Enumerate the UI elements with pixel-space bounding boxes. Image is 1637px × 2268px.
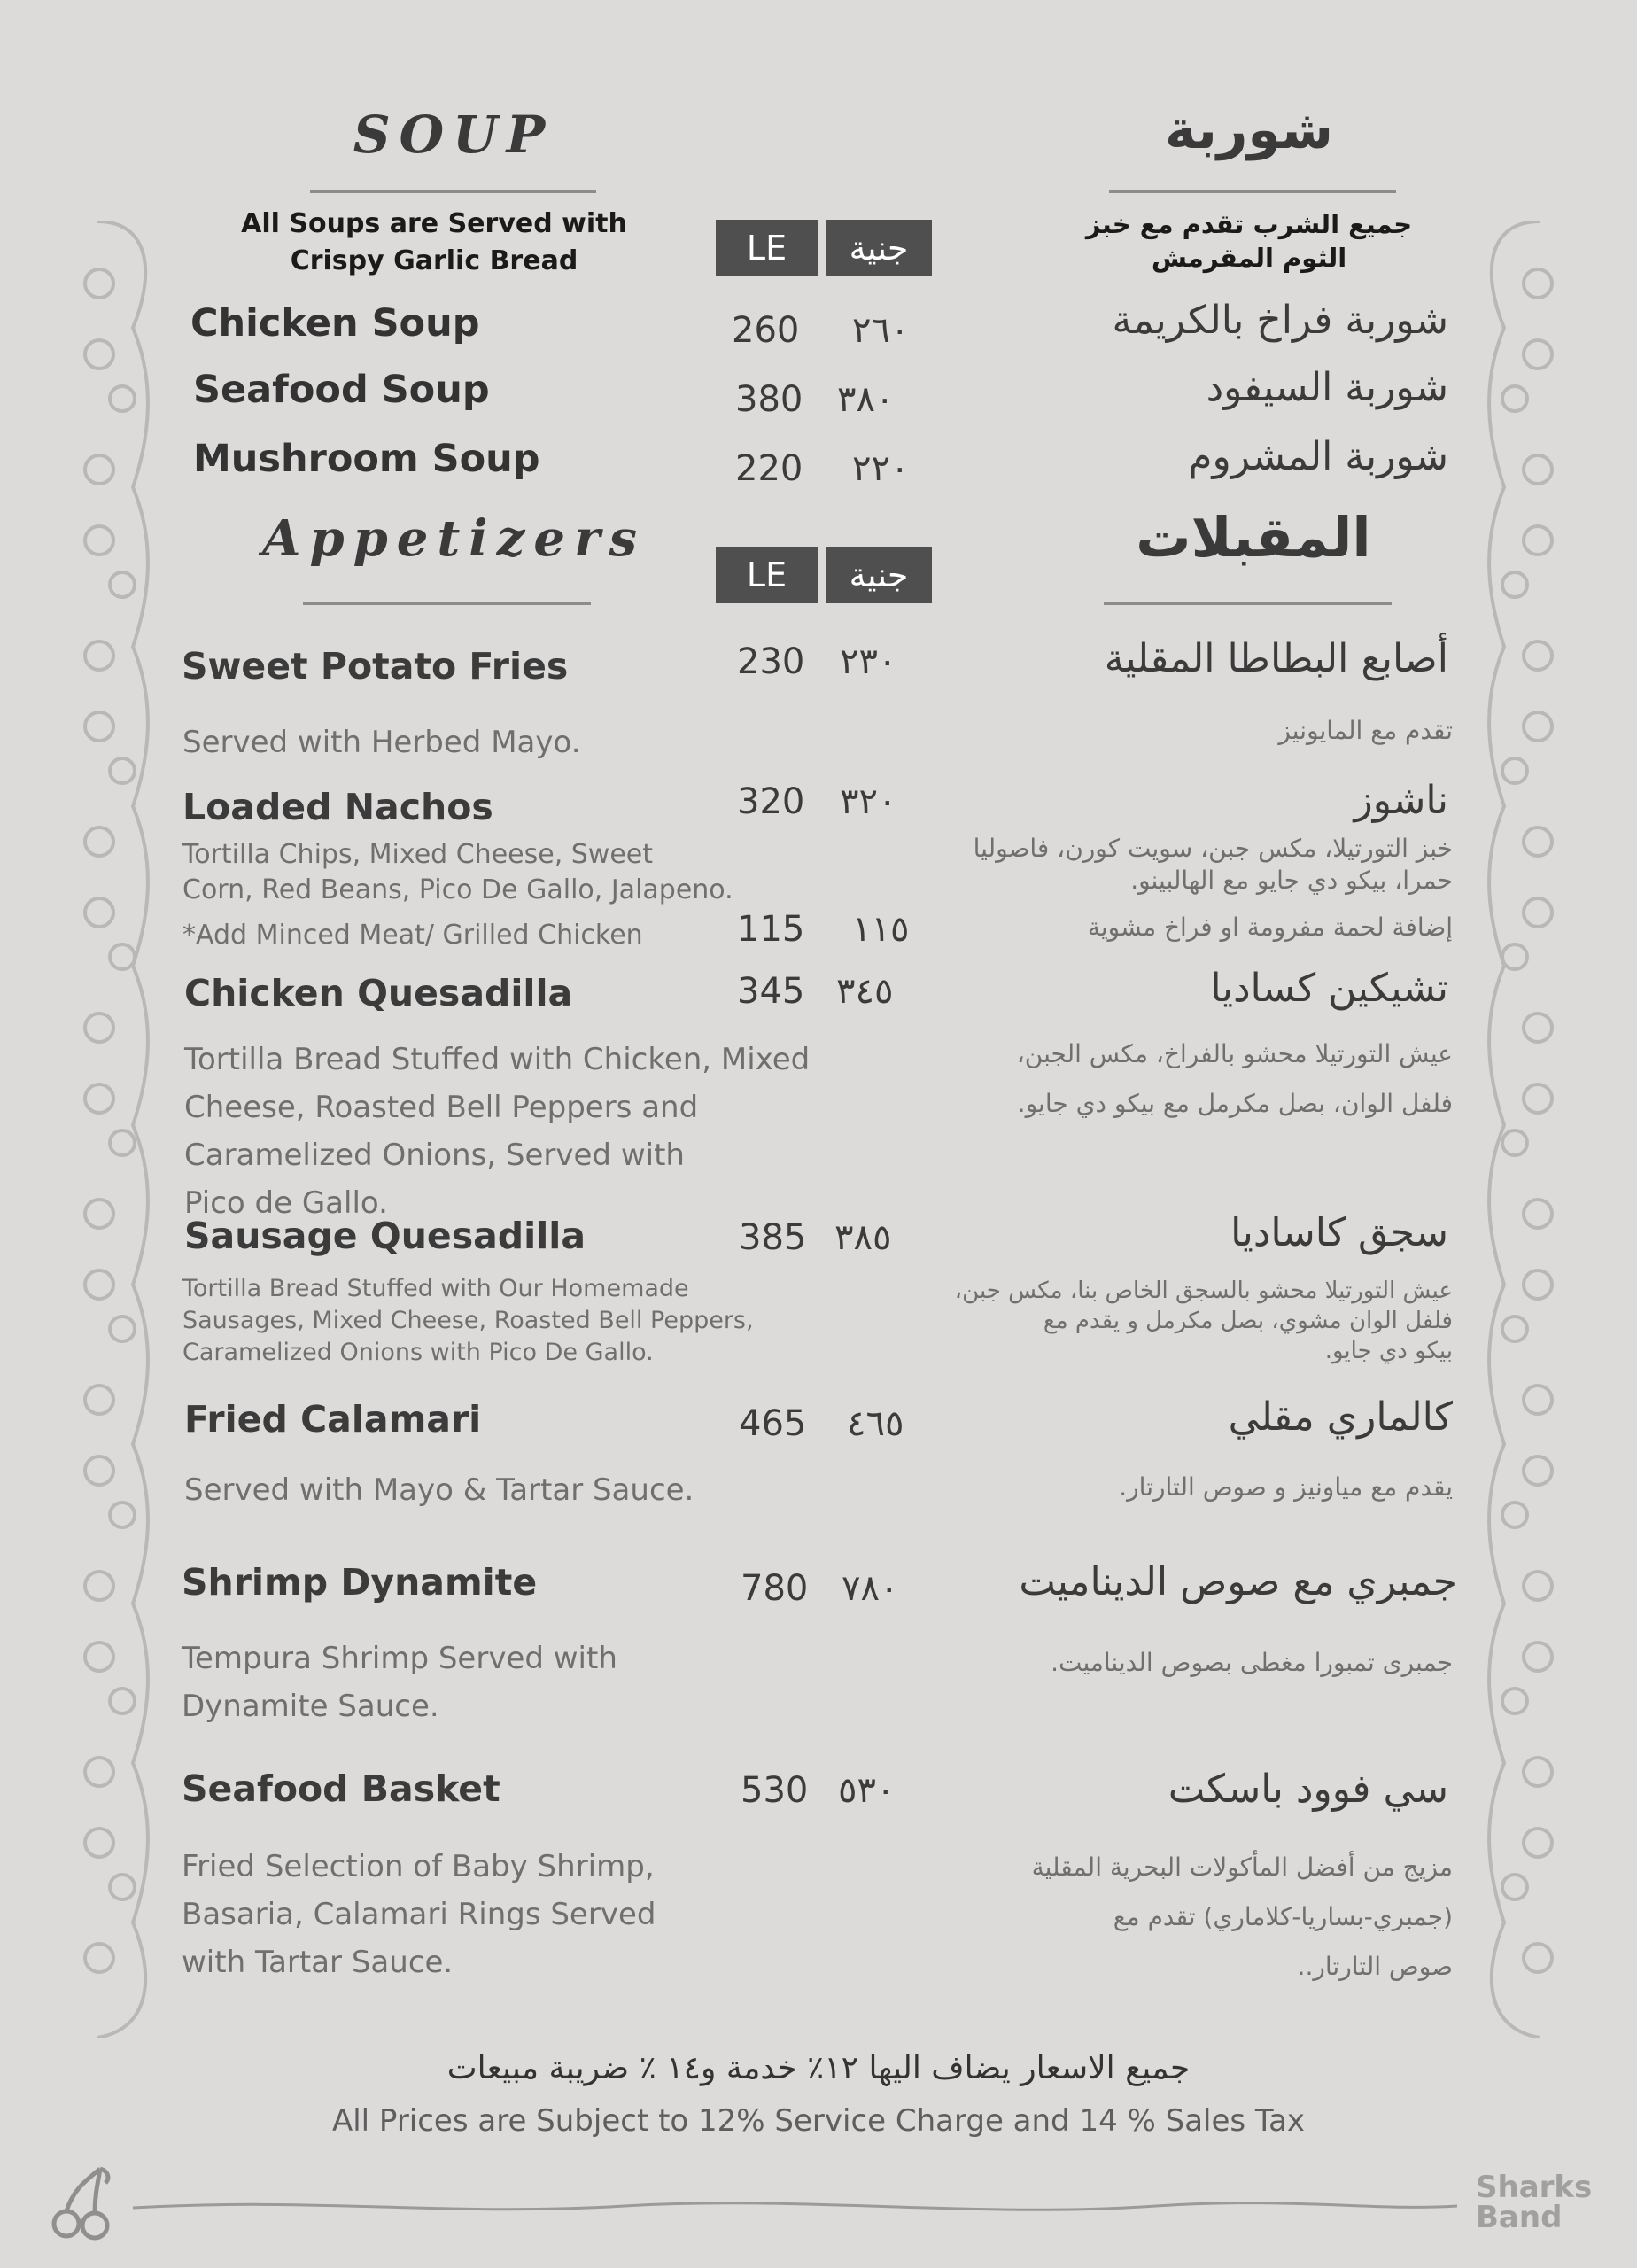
- menu-item-name-ar: سي فوود باسكت: [1168, 1767, 1448, 1812]
- menu-item-name: Chicken Quesadilla: [184, 972, 573, 1014]
- appetizers-heading: Appetizers: [262, 509, 646, 568]
- currency-badge-en: LE: [716, 547, 818, 603]
- menu-item-description-ar: خبز التورتيلا، مكس جبن، سويت كورن، فاصوليا حمرا، بيكو دي جايو مع الهالبينو.: [973, 834, 1453, 895]
- soup-note-ar: جميع الشرب تقدم مع خبز الثوم المقرمش: [1085, 209, 1413, 273]
- soup-heading-rule: [310, 190, 596, 193]
- menu-item-description: Tortilla Bread Stuffed with Our Homemade Sausages, Mixed Cheese, Roasted Bell Peppers, Caramelized Onions with Pico De Gallo.: [182, 1275, 754, 1366]
- menu-item-price-ar: ٧٨٠: [842, 1568, 899, 1609]
- menu-item-price-ar: ٣٤٥: [836, 971, 894, 1012]
- soup-heading-ar: شوربة: [1164, 99, 1334, 161]
- menu-item-price-ar: ٢٣٠: [840, 641, 897, 682]
- appetizers-heading-rule: [303, 602, 591, 605]
- menu-item-addon-ar: إضافة لحمة مفرومة او فراخ مشوية: [1087, 913, 1453, 942]
- menu-item-description-ar: مزيج من أفضل المأكولات البحرية المقلية (جمبري-بساريا-كلاماري) تقدم مع صوص التارتار..: [1031, 1852, 1453, 1981]
- menu-item-description: Fried Selection of Baby Shrimp, Basaria, Calamari Rings Served with Tartar Sauce.: [182, 1849, 656, 1980]
- brand-logo-line2: Band: [1476, 2200, 1563, 2235]
- menu-item-price: 530: [741, 1770, 809, 1811]
- right-border-ornament: [1478, 221, 1566, 2038]
- menu-item-description-ar: جمبرى تمبورا مغطى بصوص الديناميت.: [1051, 1648, 1453, 1677]
- soup-item-name-ar: شوربة السيفود: [1206, 365, 1448, 410]
- menu-item-name: Shrimp Dynamite: [182, 1561, 538, 1604]
- menu-item-description-ar: يقدم مع مياونيز و صوص التارتار.: [1119, 1472, 1453, 1502]
- menu-item-addon-price-ar: ١١٥: [852, 909, 910, 950]
- appetizers-heading-ar-rule: [1104, 602, 1392, 605]
- menu-item-addon-price: 115: [737, 909, 805, 950]
- footer-wave-ornament: [49, 2162, 1466, 2241]
- menu-item-name: Seafood Basket: [182, 1767, 500, 1810]
- currency-badge-ar: جنية: [826, 547, 932, 603]
- menu-item-price: 320: [737, 781, 805, 822]
- soup-item-name: Mushroom Soup: [193, 437, 540, 481]
- menu-item-description: Served with Mayo & Tartar Sauce.: [184, 1472, 694, 1508]
- soup-item-name: Seafood Soup: [193, 368, 490, 412]
- menu-item-description-ar: تقدم مع المايونيز: [1278, 716, 1453, 745]
- brand-logo-line1: Sharks: [1476, 2170, 1593, 2205]
- menu-item-price: 465: [739, 1403, 807, 1444]
- menu-item-name: Fried Calamari: [184, 1398, 482, 1441]
- menu-item-name-ar: جمبري مع صوص الديناميت: [1019, 1559, 1457, 1604]
- soup-heading-ar-rule: [1109, 190, 1396, 193]
- menu-item-description: Tempura Shrimp Served with Dynamite Sauce.: [182, 1641, 617, 1724]
- soup-item-price-ar: ٣٨٠: [837, 379, 895, 420]
- soup-item-name: Chicken Soup: [190, 301, 480, 346]
- menu-item-addon: *Add Minced Meat/ Grilled Chicken: [182, 920, 643, 951]
- menu-item-price-ar: ٥٣٠: [838, 1770, 896, 1811]
- menu-item-description-ar: عيش التورتيلا محشو بالفراخ، مكس الجبن، فلفل الوان، بصل مكرمل مع بيكو دي جايو.: [1016, 1039, 1453, 1118]
- soup-item-price: 380: [735, 379, 803, 420]
- menu-item-name-ar: ناشوز: [1354, 778, 1448, 823]
- soup-item-price-ar: ٢٦٠: [852, 310, 910, 351]
- soup-item-name-ar: شوربة المشروم: [1188, 434, 1448, 479]
- menu-item-description: Tortilla Chips, Mixed Cheese, Sweet Corn, Red Beans, Pico De Gallo, Jalapeno.: [182, 839, 733, 905]
- menu-item-name-ar: كالماري مقلي: [1228, 1394, 1453, 1440]
- left-border-ornament: [71, 221, 159, 2038]
- menu-item-price: 385: [739, 1217, 807, 1258]
- menu-item-name-ar: أصابع البطاطا المقلية: [1104, 636, 1448, 681]
- appetizers-heading-ar: المقبلات: [1136, 505, 1371, 570]
- currency-badge-en: LE: [716, 220, 818, 276]
- soup-item-price: 260: [732, 310, 800, 351]
- tax-notice-ar: جميع الاسعار يضاف اليها ١٢٪ خدمة و١٤ ٪ ضريبة مبيعات: [446, 2050, 1191, 2086]
- menu-item-name: Sausage Quesadilla: [184, 1215, 586, 1257]
- soup-note: All Soups are Served with Crispy Garlic Bread: [241, 208, 627, 276]
- menu-item-description-ar: عيش التورتيلا محشو بالسجق الخاص بنا، مكس جبن، فلفل الوان مشوي، بصل مكرمل و يقدم مع بيكو دي جايو.: [954, 1278, 1453, 1364]
- menu-item-price-ar: ٣٨٥: [834, 1217, 892, 1258]
- menu-item-price: 230: [737, 641, 805, 682]
- cherries-logo-icon: [49, 2162, 120, 2246]
- menu-item-name-ar: سجق كاساديا: [1230, 1210, 1448, 1255]
- menu-item-name-ar: تشيكين كساديا: [1210, 966, 1448, 1011]
- soup-item-name-ar: شوربة فراخ بالكريمة: [1112, 298, 1448, 343]
- soup-item-price-ar: ٢٢٠: [852, 448, 910, 489]
- menu-item-price-ar: ٤٦٥: [847, 1403, 904, 1444]
- menu-item-description: Tortilla Bread Stuffed with Chicken, Mixed Cheese, Roasted Bell Peppers and Caramelized Onions, Served with Pico de Gallo.: [184, 1042, 811, 1221]
- currency-badge-ar: جنية: [826, 220, 932, 276]
- menu-item-description: Served with Herbed Mayo.: [182, 725, 581, 760]
- tax-notice: All Prices are Subject to 12% Service Charge and 14 % Sales Tax: [331, 2103, 1306, 2139]
- menu-item-price: 780: [741, 1568, 809, 1609]
- soup-heading: SOUP: [353, 105, 555, 165]
- soup-item-price: 220: [735, 448, 803, 489]
- menu-item-name: Loaded Nachos: [182, 786, 493, 828]
- menu-item-name: Sweet Potato Fries: [182, 645, 569, 687]
- menu-item-price-ar: ٣٢٠: [840, 781, 897, 822]
- menu-item-price: 345: [737, 971, 805, 1012]
